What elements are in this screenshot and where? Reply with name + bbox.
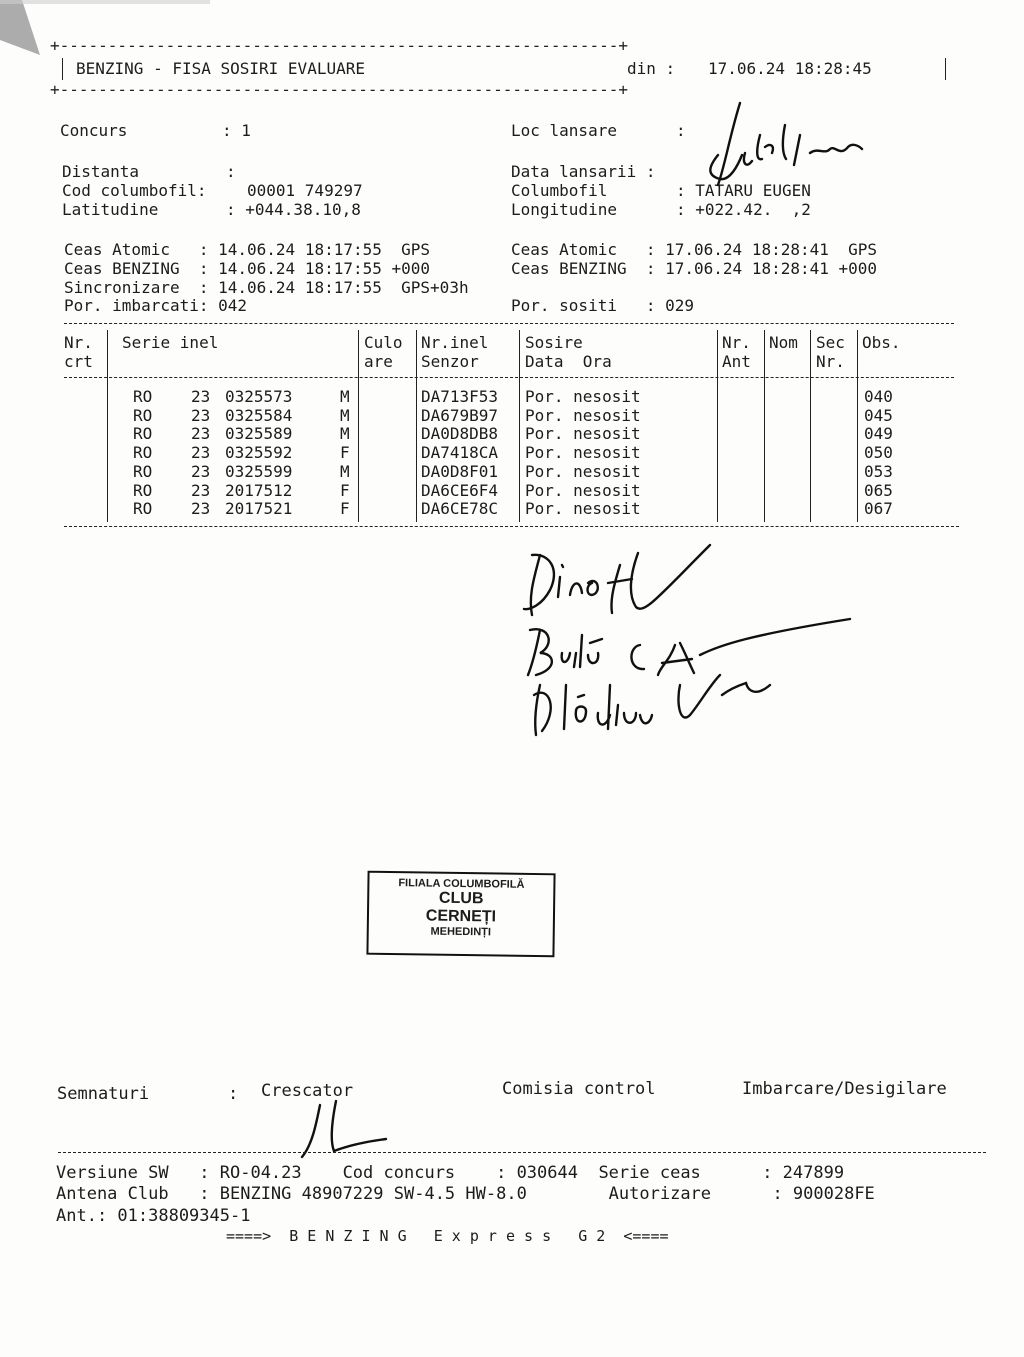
- loc-lansare-value: :: [676, 121, 686, 140]
- cell-country: RO: [133, 424, 153, 444]
- header-data-ora: Data Ora: [525, 352, 612, 371]
- latitudine-label: Latitudine: [62, 200, 159, 219]
- cell-senzor: DA679B97: [421, 405, 499, 425]
- table-bottom-border: [64, 526, 959, 527]
- distanta-label: Distanta: [62, 162, 140, 181]
- loc-lansare-label: Loc lansare: [511, 121, 617, 140]
- cell-senzor: DA0D8F01: [421, 461, 499, 481]
- cell-sosire: Por. nesosit: [525, 499, 641, 519]
- header-title: BENZING - FISA SOSIRI EVALUARE: [76, 59, 365, 78]
- cell-senzor: DA6CE78C: [421, 499, 499, 519]
- cell-sex: M: [340, 461, 350, 481]
- crescator-label: Crescator: [261, 1081, 354, 1101]
- longitudine-value: : +022.42. ,2: [676, 200, 811, 219]
- header-din-label: din :: [627, 59, 676, 78]
- benzing-express-banner: ====> B E N Z I N G E x p r e s s G 2 <====: [226, 1227, 669, 1245]
- semnaturi-label: Semnaturi: [57, 1084, 150, 1104]
- header-sec-2: Nr.: [816, 352, 845, 371]
- cell-year: 23: [191, 424, 211, 444]
- antena-club-line: Antena Club : BENZING 48907229 SW-4.5 HW-8.0 Autorizare : 900028FE: [56, 1184, 875, 1204]
- distanta-value: :: [226, 162, 236, 181]
- table-row: [0, 406, 1024, 425]
- cell-sex: F: [340, 443, 350, 463]
- cell-sex: F: [340, 480, 350, 500]
- cell-country: RO: [133, 387, 153, 406]
- porumbei-sositi: Por. sositi : 029: [511, 296, 695, 315]
- cell-year: 23: [191, 480, 211, 500]
- cell-country: RO: [133, 405, 153, 425]
- table-row: [0, 481, 1024, 500]
- cell-year: 23: [191, 461, 211, 481]
- cell-country: RO: [133, 499, 153, 519]
- header-nom: Nom: [769, 333, 798, 352]
- cell-ring: 0325573: [225, 387, 293, 406]
- ceas-atomic-start: Ceas Atomic : 14.06.24 18:17:55 GPS: [64, 240, 431, 259]
- header-nr: Nr.: [64, 333, 93, 352]
- stamp-line-1: FILIALA COLUMBOFILĂ: [398, 877, 525, 891]
- cell-senzor: DA713F53: [421, 387, 499, 406]
- cell-obs: 067: [864, 499, 893, 519]
- table-top-border: [64, 323, 954, 324]
- header-bottom-border: +----------------------------------------------------------+: [50, 80, 628, 99]
- cell-sex: F: [340, 499, 350, 519]
- cell-ring: 2017521: [225, 499, 293, 519]
- cell-senzor: DA7418CA: [421, 443, 499, 463]
- cell-sex: M: [340, 405, 350, 425]
- header-senzor: Senzor: [421, 352, 479, 371]
- cell-sex: M: [340, 387, 350, 406]
- cell-sosire: Por. nesosit: [525, 461, 641, 481]
- header-right-border: [945, 58, 946, 80]
- ceas-benzing-end: Ceas BENZING : 17.06.24 18:28:41 +000: [511, 259, 878, 278]
- longitudine-label: Longitudine: [511, 200, 617, 219]
- cell-sosire: Por. nesosit: [525, 443, 641, 463]
- crescator-signature: [290, 1095, 400, 1165]
- stamp-line-2: CLUB: [438, 889, 484, 908]
- cell-obs: 053: [864, 461, 893, 481]
- header-nr-inel: Nr.inel: [421, 333, 489, 352]
- club-stamp: [366, 871, 555, 958]
- stamp-line-4: MEHEDINȚI: [430, 925, 492, 939]
- cell-year: 23: [191, 405, 211, 425]
- columbofil-label: Columbofil: [511, 181, 608, 200]
- cell-year: 23: [191, 387, 211, 406]
- header-left-border: [62, 58, 63, 80]
- cell-obs: 049: [864, 424, 893, 444]
- cell-obs: 045: [864, 405, 893, 425]
- cell-senzor: DA6CE6F4: [421, 480, 499, 500]
- porumbei-imbarcati: Por. imbarcati: 042: [64, 296, 248, 315]
- cell-ring: 2017512: [225, 480, 293, 500]
- handwritten-commission-signatures: [510, 535, 870, 745]
- cell-obs: 050: [864, 443, 893, 463]
- cod-columbofil-value: 00001 749297: [247, 181, 363, 200]
- semnaturi-colon: :: [228, 1084, 239, 1104]
- header-top-border: +----------------------------------------------------------+: [50, 36, 628, 55]
- cell-ring: 0325589: [225, 424, 293, 444]
- cell-country: RO: [133, 443, 153, 463]
- cell-senzor: DA0D8DB8: [421, 424, 499, 444]
- header-sosire: Sosire: [525, 333, 583, 352]
- header-serie-inel: Serie inel: [122, 333, 219, 352]
- cell-sosire: Por. nesosit: [525, 405, 641, 425]
- stamp-line-3: CERNEȚI: [425, 907, 497, 926]
- cell-obs: 065: [864, 480, 893, 500]
- table-row: [0, 387, 1024, 406]
- cell-obs: 040: [864, 387, 893, 406]
- header-are: are: [364, 352, 393, 371]
- cell-sosire: Por. nesosit: [525, 387, 641, 406]
- sincronizare: Sincronizare : 14.06.24 18:17:55 GPS+03h: [64, 278, 469, 297]
- header-sec-1: Sec: [816, 333, 845, 352]
- cell-sosire: Por. nesosit: [525, 424, 641, 444]
- cell-country: RO: [133, 461, 153, 481]
- cell-ring: 0325592: [225, 443, 293, 463]
- table-row: [0, 462, 1024, 481]
- header-culo: Culo: [364, 333, 403, 352]
- antena-id-line: Ant.: 01:38809345-1: [56, 1206, 251, 1226]
- cell-ring: 0325584: [225, 405, 293, 425]
- header-date: 17.06.24 18:28:45: [708, 59, 872, 78]
- header-nr-ant-2: Ant: [722, 352, 751, 371]
- header-crt: crt: [64, 352, 93, 371]
- ceas-atomic-end: Ceas Atomic : 17.06.24 18:28:41 GPS: [511, 240, 878, 259]
- cell-sex: M: [340, 424, 350, 444]
- imbarcare-label: Imbarcare/Desigilare: [742, 1079, 947, 1099]
- versiune-sw-line: Versiune SW : RO-04.23 Cod concurs : 030644 Serie ceas : 247899: [56, 1163, 845, 1183]
- handwritten-loc-signature: [690, 95, 870, 195]
- columbofil-value: : TATARU EUGEN: [676, 181, 811, 200]
- table-row: [0, 499, 1024, 518]
- data-lansarii-label: Data lansarii :: [511, 162, 656, 181]
- header-obs: Obs.: [862, 333, 901, 352]
- concurs-label: Concurs: [60, 121, 128, 140]
- cell-year: 23: [191, 499, 211, 519]
- cell-sosire: Por. nesosit: [525, 480, 641, 500]
- cell-ring: 0325599: [225, 461, 293, 481]
- cell-country: RO: [133, 480, 153, 500]
- table-header-bottom-border: [64, 377, 954, 378]
- table-row: [0, 443, 1024, 462]
- concurs-value: : 1: [222, 121, 251, 140]
- latitudine-value: : +044.38.10,8: [226, 200, 361, 219]
- cod-columbofil-label: Cod columbofil:: [62, 181, 207, 200]
- header-nr-ant-1: Nr.: [722, 333, 751, 352]
- ceas-benzing-start: Ceas BENZING : 14.06.24 18:17:55 +000: [64, 259, 431, 278]
- table-row: [0, 424, 1024, 443]
- footer-separator: [58, 1152, 986, 1153]
- cell-year: 23: [191, 443, 211, 463]
- comisia-control-label: Comisia control: [502, 1079, 656, 1099]
